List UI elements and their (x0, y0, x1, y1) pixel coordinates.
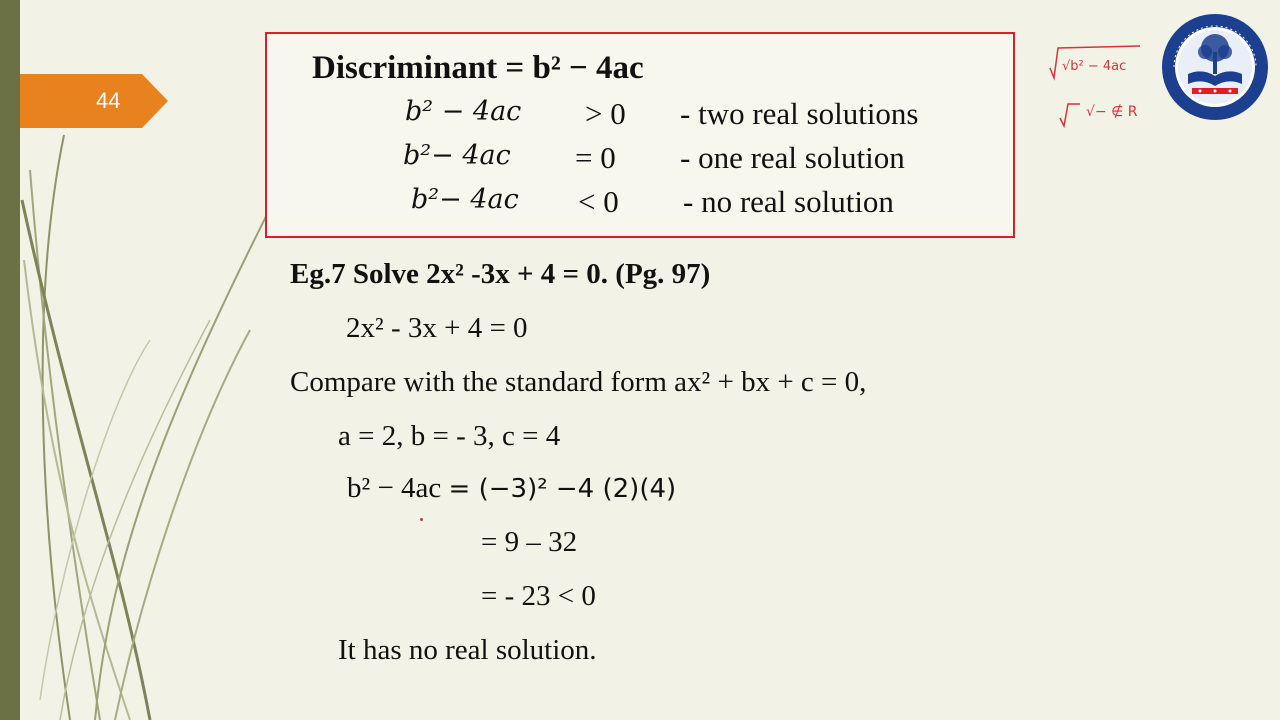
discriminant-lhs: b² − 4ac (347, 472, 442, 504)
example-equation: 2x² - 3x + 4 = 0 (346, 312, 528, 344)
conclusion-line: It has no real solution. (338, 634, 597, 666)
handwritten-note-1: √b² − 4ac (1062, 59, 1127, 74)
annotation-dot (420, 518, 423, 521)
handwritten-notes (1040, 38, 1155, 133)
handwritten-note-2: √− ∉ R (1086, 104, 1138, 120)
calculation-step-1: = 9 – 32 (481, 526, 578, 558)
university-logo (1160, 12, 1270, 122)
discriminant-rhs: = (−3)² −4 (2)(4) (448, 474, 677, 504)
slide-number-tab (20, 74, 168, 128)
coefficients-line: a = 2, b = - 3, c = 4 (338, 420, 561, 452)
discriminant-title: Discriminant = b² − 4ac (312, 50, 644, 86)
slide-number: 44 (96, 88, 121, 113)
discriminant-calculation (347, 472, 676, 505)
compare-statement: Compare with the standard form ax² + bx + c = 0, (290, 366, 867, 398)
example-heading: Eg.7 Solve 2x² -3x + 4 = 0. (Pg. 97) (290, 258, 711, 290)
calculation-step-2: = - 23 < 0 (481, 580, 596, 612)
